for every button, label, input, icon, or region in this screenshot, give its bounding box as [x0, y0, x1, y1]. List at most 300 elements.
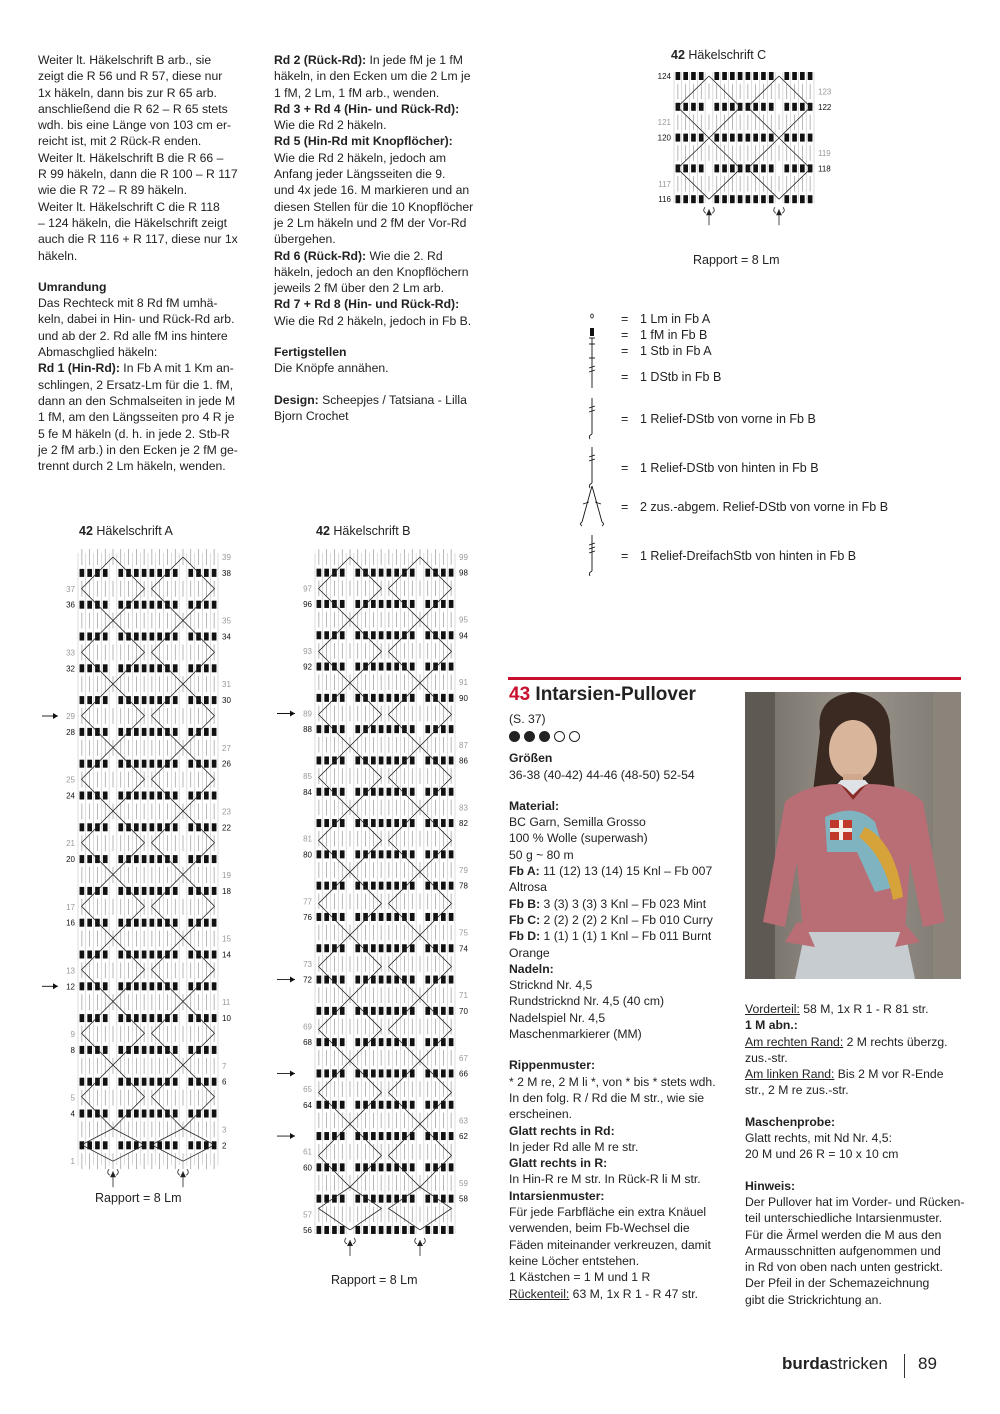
fm-stitch-mark — [753, 195, 758, 203]
text-line: 1x häkeln, dann bis zur R 65 arb. — [38, 85, 217, 100]
text-line: Der Pullover hat im Vorder- und Rücken- — [745, 1194, 965, 1209]
fm-stitch-mark — [157, 1110, 162, 1118]
fm-stitch-mark — [204, 633, 209, 641]
fm-stitch-mark — [449, 944, 454, 952]
fm-stitch-mark — [753, 164, 758, 172]
fm-stitch-mark — [103, 951, 108, 959]
fm-stitch-mark — [379, 663, 384, 671]
text-line: – 124 häkeln, die Häkelschrift zeigt — [38, 215, 228, 230]
fm-stitch-mark — [204, 569, 209, 577]
fm-stitch-mark — [769, 72, 774, 80]
legend-text: 1 fM in Fb B — [640, 328, 708, 342]
fm-stitch-mark — [157, 696, 162, 704]
fm-stitch-mark — [212, 982, 217, 990]
fm-stitch-mark — [212, 855, 217, 863]
chart-c-diagram — [644, 64, 830, 250]
fm-stitch-mark — [425, 569, 430, 577]
fm-stitch-mark — [410, 569, 415, 577]
fm-stitch-mark — [730, 134, 735, 142]
fm-stitch-mark — [425, 1038, 430, 1046]
fm-stitch-mark — [134, 664, 139, 672]
fm-stitch-mark — [173, 823, 178, 831]
fm-stitch-mark — [134, 951, 139, 959]
text-line: Weiter lt. Häkelschrift C die R 118 — [38, 199, 220, 214]
text-line: teil unterschiedliche Intarsienmuster. — [745, 1211, 943, 1226]
rd2-lines — [274, 68, 499, 101]
fm-stitch-mark — [769, 134, 774, 142]
fm-stitch-mark — [738, 72, 743, 80]
fm-stitch-mark — [699, 134, 704, 142]
fm-stitch-mark — [410, 819, 415, 827]
design-line2: Bjorn Crochet — [274, 408, 349, 423]
fm-stitch-mark — [204, 1078, 209, 1086]
fm-stitch-mark — [379, 1163, 384, 1171]
legend-row — [585, 461, 965, 481]
fm-stitch-mark — [730, 195, 735, 203]
fm-stitch-mark — [134, 1078, 139, 1086]
text-line: häkeln. — [38, 248, 78, 263]
fb-b: Fb B: 3 (3) 3 (3) 3 Knl – Fb 023 Mint — [509, 896, 707, 911]
fm-stitch-mark — [371, 756, 376, 764]
fm-stitch-mark — [340, 976, 345, 984]
text-line: Wie die Rd 2 häkeln, jedoch am — [274, 150, 447, 165]
row-number-left: 64 — [303, 1100, 312, 1110]
fm-stitch-mark — [722, 72, 727, 80]
fm-stitch-mark — [188, 1014, 193, 1022]
fm-stitch-mark — [165, 1046, 170, 1054]
row-number-left: 9 — [70, 1030, 75, 1039]
fm-stitch-mark — [379, 913, 384, 921]
fm-stitch-mark — [691, 103, 696, 111]
rd6-label: Rd 6 (Rück-Rd): — [274, 248, 367, 263]
row-number-right: 91 — [459, 678, 468, 688]
fm-stitch-mark — [340, 819, 345, 827]
text-line: Armausschnitten aufgenommen und — [745, 1243, 941, 1258]
fm-stitch-mark — [134, 633, 139, 641]
fm-stitch-mark — [317, 1195, 322, 1203]
fm-stitch-mark — [449, 631, 454, 639]
fm-stitch-mark — [150, 1014, 155, 1022]
legend-equals: = — [621, 344, 629, 358]
chart-c-rapport: Rapport = 8 Lm — [693, 253, 780, 267]
text-line: häkeln, jedoch an den Knopflöchern — [274, 264, 469, 279]
abn-heading: 1 M abn.: — [745, 1018, 798, 1033]
rippen-heading: Rippenmuster: — [509, 1058, 595, 1073]
fm-stitch-mark — [80, 855, 85, 863]
fm-stitch-mark — [103, 696, 108, 704]
row-number-right: 39 — [222, 553, 231, 562]
fm-stitch-mark — [441, 569, 446, 577]
fm-stitch-mark — [425, 788, 430, 796]
fm-stitch-mark — [118, 633, 123, 641]
fm-stitch-mark — [324, 944, 329, 952]
fm-stitch-mark — [371, 663, 376, 671]
middle-text-column — [274, 52, 499, 424]
fm-stitch-mark — [204, 982, 209, 990]
fb-c: Fb C: 2 (2) 2 (2) 2 Knl – Fb 010 Curry — [509, 912, 713, 927]
row-number-right: 23 — [222, 807, 231, 817]
fm-stitch-mark — [449, 569, 454, 577]
fm-stitch-mark — [324, 694, 329, 702]
row-number-left: 56 — [303, 1225, 312, 1235]
fm-stitch-mark — [212, 823, 217, 831]
text-line: übergehen. — [274, 232, 336, 247]
fm-stitch-mark — [80, 633, 85, 641]
text-line: je 2 Lm häkeln und 2 fM der Vor-Rd — [274, 215, 467, 230]
fm-stitch-mark — [449, 1132, 454, 1140]
row-number-right: 98 — [459, 568, 468, 578]
difficulty-dot-empty — [554, 731, 565, 742]
fm-stitch-mark — [379, 725, 384, 733]
fm-stitch-mark — [142, 1078, 147, 1086]
fm-stitch-mark — [157, 792, 162, 800]
fm-stitch-mark — [173, 1014, 178, 1022]
fm-stitch-mark — [387, 1038, 392, 1046]
fm-stitch-mark — [196, 1141, 201, 1149]
fm-stitch-mark — [355, 788, 360, 796]
fm-stitch-mark — [355, 631, 360, 639]
fm-stitch-mark — [441, 663, 446, 671]
fm-stitch-mark — [324, 663, 329, 671]
fm-stitch-mark — [204, 696, 209, 704]
fm-stitch-mark — [157, 823, 162, 831]
fm-stitch-mark — [103, 1141, 108, 1149]
legend-equals: = — [621, 312, 629, 326]
row-number-left: 77 — [303, 897, 312, 907]
fm-stitch-mark — [150, 760, 155, 768]
fm-stitch-mark — [792, 103, 797, 111]
text-line: keine Löcher entstehen. — [509, 1253, 640, 1268]
fm-stitch-mark — [157, 919, 162, 927]
fm-stitch-mark — [142, 1046, 147, 1054]
fm-stitch-mark — [371, 1007, 376, 1015]
fm-stitch-mark — [142, 1110, 147, 1118]
fm-stitch-mark — [753, 103, 758, 111]
fm-stitch-mark — [433, 1226, 438, 1234]
fm-stitch-mark — [769, 103, 774, 111]
groessen-text: 36-38 (40-42) 44-46 (48-50) 52-54 — [509, 767, 695, 782]
fm-stitch-mark — [103, 728, 108, 736]
fm-stitch-mark — [188, 951, 193, 959]
fm-stitch-mark — [204, 855, 209, 863]
fm-stitch-mark — [761, 72, 766, 80]
fm-stitch-mark — [410, 725, 415, 733]
fm-stitch-mark — [212, 1014, 217, 1022]
legend-row — [585, 344, 965, 364]
fm-stitch-mark — [699, 103, 704, 111]
fm-stitch-mark — [142, 696, 147, 704]
row-number-right: 66 — [459, 1069, 468, 1079]
fm-stitch-mark — [80, 728, 85, 736]
fm-stitch-mark — [425, 1101, 430, 1109]
fm-stitch-mark — [212, 760, 217, 768]
links-rand-line2: str., 2 M re zus.-str. — [745, 1083, 849, 1098]
fm-stitch-mark — [379, 756, 384, 764]
fm-stitch-mark — [425, 600, 430, 608]
row-number-right: 90 — [459, 693, 468, 703]
row-number-left: 124 — [657, 72, 671, 81]
legend-symbol-icon — [579, 362, 599, 402]
rippen-lines — [509, 1074, 739, 1123]
fm-stitch-mark — [722, 195, 727, 203]
difficulty-dot-empty — [569, 731, 580, 742]
fm-stitch-mark — [340, 600, 345, 608]
text-line: verwenden, beim Fb-Wechsel die — [509, 1221, 690, 1236]
page-number: 89 — [918, 1354, 937, 1373]
fm-stitch-mark — [150, 982, 155, 990]
fm-stitch-mark — [157, 569, 162, 577]
fm-stitch-mark — [103, 982, 108, 990]
fm-stitch-mark — [87, 982, 92, 990]
fm-stitch-mark — [387, 1195, 392, 1203]
fm-stitch-mark — [441, 725, 446, 733]
fm-stitch-mark — [340, 1038, 345, 1046]
fm-stitch-mark — [87, 823, 92, 831]
row-number-left: 80 — [303, 850, 312, 860]
nadeln-heading: Nadeln: — [509, 961, 554, 976]
fm-stitch-mark — [714, 195, 719, 203]
row-number-left: 73 — [303, 959, 312, 969]
fm-stitch-mark — [80, 601, 85, 609]
fm-stitch-mark — [394, 1069, 399, 1077]
chart-a-rapport: Rapport = 8 Lm — [95, 1191, 182, 1205]
fm-stitch-mark — [134, 919, 139, 927]
fm-stitch-mark — [425, 725, 430, 733]
fm-stitch-mark — [87, 633, 92, 641]
fm-stitch-mark — [324, 1226, 329, 1234]
fm-stitch-mark — [317, 1163, 322, 1171]
fm-stitch-mark — [355, 882, 360, 890]
fm-stitch-mark — [87, 696, 92, 704]
text-line: diesen Stellen für die 10 Knopflöcher — [274, 199, 474, 214]
fm-stitch-mark — [355, 725, 360, 733]
fm-stitch-mark — [142, 823, 147, 831]
text-line: anschließend die R 62 – R 65 stets — [38, 101, 228, 116]
row-number-right: 67 — [459, 1053, 468, 1063]
fm-stitch-mark — [371, 1163, 376, 1171]
fm-stitch-mark — [722, 134, 727, 142]
fm-stitch-mark — [379, 1038, 384, 1046]
fm-stitch-mark — [410, 756, 415, 764]
fm-stitch-mark — [761, 103, 766, 111]
fm-stitch-mark — [753, 72, 758, 80]
chart-c-title: 42 Häkelschrift C — [671, 48, 767, 62]
fm-stitch-mark — [165, 1141, 170, 1149]
row-number-left: 81 — [303, 834, 312, 844]
fm-stitch-mark — [103, 633, 108, 641]
row-number-left: 33 — [66, 648, 75, 658]
fm-stitch-mark — [355, 1226, 360, 1234]
rd1-lines — [38, 377, 263, 475]
text-line: 1 fM, am den Längsseiten pro 4 R je — [38, 410, 235, 425]
legend-equals: = — [621, 461, 629, 475]
fm-stitch-mark — [730, 164, 735, 172]
fm-stitch-mark — [371, 882, 376, 890]
fm-stitch-mark — [80, 951, 85, 959]
fm-stitch-mark — [746, 72, 751, 80]
fm-stitch-mark — [355, 1195, 360, 1203]
fm-stitch-mark — [80, 569, 85, 577]
design-label: Design: — [274, 392, 319, 407]
fm-stitch-mark — [134, 855, 139, 863]
fm-stitch-mark — [118, 1046, 123, 1054]
text-line: trennt durch 2 Lm häkeln, wenden. — [38, 459, 226, 474]
legend-row — [585, 549, 965, 569]
fm-stitch-mark — [355, 944, 360, 952]
fm-stitch-mark — [80, 696, 85, 704]
fm-stitch-mark — [691, 164, 696, 172]
fm-stitch-mark — [394, 850, 399, 858]
fm-stitch-mark — [332, 1226, 337, 1234]
fm-stitch-mark — [142, 792, 147, 800]
fm-stitch-mark — [371, 1226, 376, 1234]
fm-stitch-mark — [449, 1226, 454, 1234]
fm-stitch-mark — [355, 1163, 360, 1171]
fm-stitch-mark — [188, 1110, 193, 1118]
fm-stitch-mark — [425, 694, 430, 702]
fm-stitch-mark — [410, 913, 415, 921]
fm-stitch-mark — [410, 694, 415, 702]
fm-stitch-mark — [317, 569, 322, 577]
nadeln-lines — [509, 977, 739, 1042]
fm-stitch-mark — [676, 195, 681, 203]
fm-stitch-mark — [402, 1132, 407, 1140]
fm-stitch-mark — [150, 1046, 155, 1054]
fm-stitch-mark — [317, 976, 322, 984]
fm-stitch-mark — [103, 1046, 108, 1054]
direction-arrow-head — [290, 1133, 295, 1139]
fm-stitch-mark — [173, 982, 178, 990]
fm-stitch-mark — [425, 756, 430, 764]
fm-stitch-mark — [808, 134, 813, 142]
chart-a-diagram — [40, 545, 240, 1195]
fm-stitch-mark — [410, 850, 415, 858]
fm-stitch-mark — [188, 569, 193, 577]
fm-stitch-mark — [118, 792, 123, 800]
rapport-arrow — [110, 1171, 116, 1177]
fm-stitch-mark — [134, 982, 139, 990]
fm-stitch-mark — [103, 664, 108, 672]
text-line: Weiter lt. Häkelschrift B die R 66 – — [38, 150, 224, 165]
fm-stitch-mark — [87, 728, 92, 736]
row-number-right: 119 — [818, 149, 831, 158]
maschenprobe-heading: Maschenprobe: — [745, 1114, 836, 1129]
text-line: * 2 M re, 2 M li *, von * bis * stets wdh. — [509, 1074, 716, 1089]
fm-stitch-mark — [324, 882, 329, 890]
fm-stitch-mark — [394, 725, 399, 733]
row-number-left: 36 — [66, 600, 75, 610]
fm-stitch-mark — [769, 164, 774, 172]
fm-stitch-mark — [103, 569, 108, 577]
fm-stitch-mark — [173, 919, 178, 927]
fm-stitch-mark — [87, 1014, 92, 1022]
fm-stitch-mark — [188, 887, 193, 895]
rd6-lines — [274, 264, 499, 297]
fm-stitch-mark — [87, 760, 92, 768]
fm-stitch-mark — [387, 913, 392, 921]
fm-stitch-mark — [394, 1132, 399, 1140]
fm-stitch-mark — [150, 919, 155, 927]
row-number-left: 28 — [66, 727, 75, 737]
fm-stitch-mark — [340, 1195, 345, 1203]
row-number-left: 24 — [66, 791, 75, 801]
fm-stitch-mark — [784, 164, 789, 172]
legend-equals: = — [621, 500, 629, 514]
fm-stitch-mark — [449, 663, 454, 671]
fm-stitch-mark — [317, 788, 322, 796]
fm-stitch-mark — [800, 72, 805, 80]
fm-stitch-mark — [188, 728, 193, 736]
groessen-heading: Größen — [509, 751, 553, 766]
fm-stitch-mark — [746, 195, 751, 203]
fm-stitch-mark — [800, 134, 805, 142]
fm-stitch-mark — [80, 887, 85, 895]
fm-stitch-mark — [340, 1101, 345, 1109]
fm-stitch-mark — [371, 913, 376, 921]
fm-stitch-mark — [371, 944, 376, 952]
fm-stitch-mark — [410, 1038, 415, 1046]
legend-row — [585, 500, 965, 520]
fm-stitch-mark — [188, 792, 193, 800]
fm-stitch-mark — [317, 1132, 322, 1140]
fm-stitch-mark — [441, 788, 446, 796]
fm-stitch-mark — [188, 696, 193, 704]
row-number-left: 25 — [66, 775, 75, 785]
fm-stitch-mark — [204, 919, 209, 927]
fm-stitch-mark — [379, 819, 384, 827]
fm-stitch-mark — [173, 569, 178, 577]
fm-stitch-mark — [103, 760, 108, 768]
fm-stitch-mark — [204, 951, 209, 959]
legend-row — [585, 412, 965, 432]
fm-stitch-mark — [87, 601, 92, 609]
legend-text: 1 Relief-DStb von hinten in Fb B — [640, 461, 819, 475]
row-number-right: 123 — [818, 87, 832, 97]
left-text-column — [38, 52, 263, 474]
fm-stitch-mark — [212, 633, 217, 641]
text-line: 50 g ~ 80 m — [509, 847, 574, 862]
fm-stitch-mark — [173, 664, 178, 672]
fm-stitch-mark — [118, 982, 123, 990]
row-number-left: 97 — [303, 584, 312, 594]
fm-stitch-mark — [340, 663, 345, 671]
legend-equals: = — [621, 549, 629, 563]
rd6-paragraph — [274, 248, 499, 264]
fm-stitch-mark — [355, 600, 360, 608]
fm-stitch-mark — [103, 1078, 108, 1086]
fm-stitch-mark — [317, 913, 322, 921]
row-number-right: 10 — [222, 1014, 231, 1024]
fm-stitch-mark — [134, 728, 139, 736]
text-line: Abmaschglied häkeln: — [38, 345, 158, 360]
fm-stitch-mark — [355, 819, 360, 827]
fm-stitch-mark — [394, 1226, 399, 1234]
fm-stitch-mark — [340, 850, 345, 858]
fm-stitch-mark — [142, 760, 147, 768]
fm-stitch-mark — [449, 725, 454, 733]
fm-stitch-mark — [355, 663, 360, 671]
text-line: BC Garn, Semilla Grosso — [509, 815, 646, 830]
fm-stitch-mark — [188, 982, 193, 990]
rueckenteil: Rückenteil: 63 M, 1x R 1 - R 47 str. — [509, 1286, 698, 1301]
row-number-left: 96 — [303, 599, 312, 609]
fm-stitch-mark — [449, 976, 454, 984]
fm-stitch-mark — [371, 788, 376, 796]
fm-stitch-mark — [371, 850, 376, 858]
fm-stitch-mark — [134, 887, 139, 895]
fm-stitch-mark — [142, 633, 147, 641]
design-first: Scheepjes / Tatsiana - Lilla — [318, 392, 467, 407]
